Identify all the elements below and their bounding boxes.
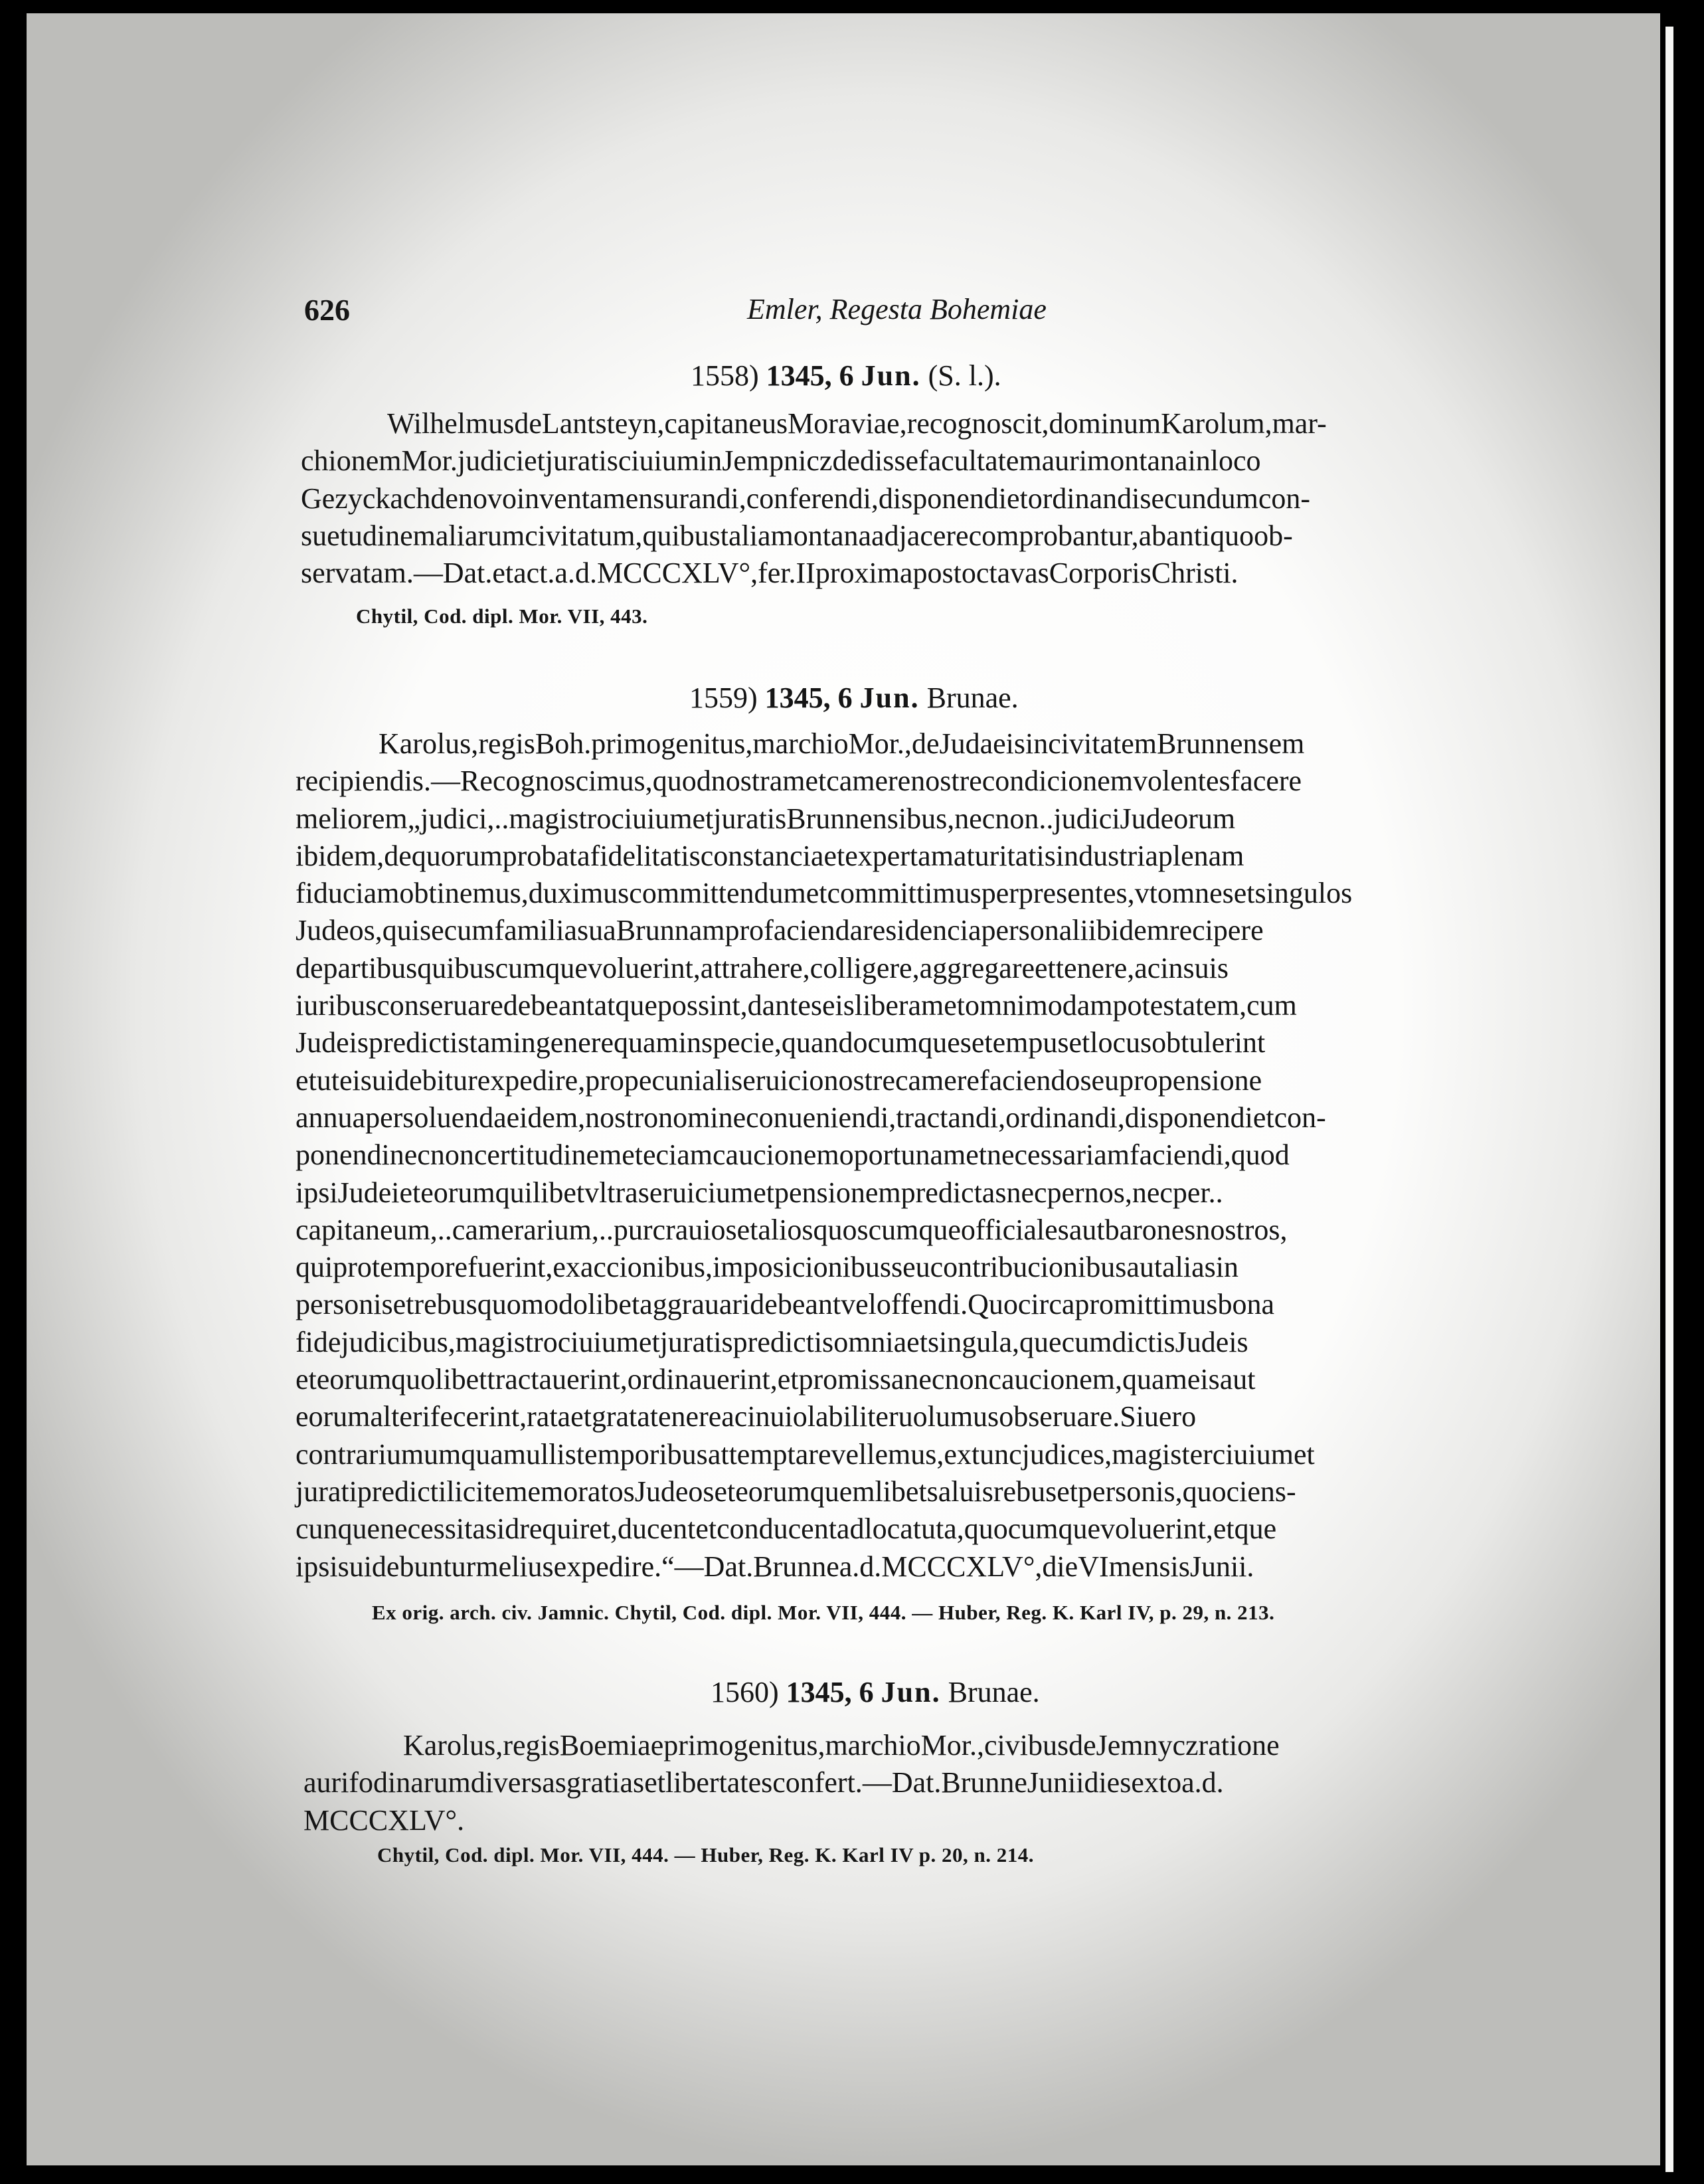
entry-date: 1345, 6: [766, 359, 854, 392]
text-line: Karolus,regisBoh.primogenitus,marchioMor.,deJudaeisincivitatemBrunnensem: [379, 727, 1305, 760]
entry-heading: [689, 681, 1019, 715]
text-line: annuapersoluendaeidem,nostronomineconueniendi,tractandi,ordinandi,disponendietcon-: [296, 1101, 1326, 1134]
entry-text: [303, 1727, 1517, 1839]
running-title-author: Emler: [747, 293, 815, 325]
text-line: capitaneum,..camerarium,..purcrauiosetaliosquoscumqueofficialesautbaronesnostros,: [296, 1213, 1288, 1246]
entry-heading: [711, 1675, 1040, 1709]
source-citation: Chytil, Cod. dipl. Mor. VII, 443.: [356, 604, 648, 628]
text-line: cunquenecessitasidrequiret,ducentetconducentadlocatuta,quocumquevoluerint,etque: [296, 1512, 1277, 1546]
running-title-work: Regesta Bohemiae: [829, 293, 1047, 325]
entry-date: 1345, 6: [764, 682, 853, 714]
text-line: contrariumumquamullistemporibusattemptarevellemus,extuncjudices,magisterciuiumet: [296, 1437, 1315, 1471]
text-line: quiprotemporefuerint,exaccionibus,imposicionibusseucontribucionibusautaliasin: [296, 1251, 1238, 1284]
text-line: recipiendis.—Recognoscimus,quodnostrametcamerenostrecondicionemvolentesfacere: [296, 765, 1302, 798]
text-line: Judeispredictistamingenerequaminspecie,quandocumquesetempusetlocusobtulerint: [296, 1026, 1266, 1059]
entry-text: [301, 405, 1508, 592]
text-line: Gezyckachdenovoinventamensurandi,conferendi,disponendietordinandisecundumcon-: [301, 482, 1310, 515]
entry-date: 1345, 6: [786, 1676, 874, 1708]
running-title: Emler, Regesta Bohemiae: [747, 293, 1047, 325]
entry-place: Brunae.: [926, 682, 1019, 714]
entry-number: 1558): [691, 359, 759, 392]
text-line: departibusquibuscumquevoluerint,attrahere,colligere,aggregareettenere,acinsuis: [296, 951, 1229, 984]
text-line: WilhelmusdeLantsteyn,capitaneusMoraviae,recognoscit,dominumKarolum,mar-: [387, 407, 1327, 440]
book-page: [27, 13, 1660, 2165]
text-line: servatam.—Dat.etact.a.d.MCCCXLV°,fer.IIproximapostoctavasCorporisChristi.: [301, 557, 1238, 590]
text-line: meliorem„judici,..magistrociuiumetjuratisBrunnensibus,necnon..judiciJudeorum: [296, 802, 1236, 835]
text-line: eteorumquolibettractauerint,ordinauerint,etpromissanecnoncaucionem,quameisaut: [296, 1363, 1256, 1396]
page-number: 626: [304, 293, 350, 327]
text-line: iuribusconseruaredebeantatquepossint,danteseisliberametomnimodampotestatem,cum: [296, 989, 1297, 1022]
text-line: ipsisuidebunturmeliusexpedire.“—Dat.Brunnea.d.MCCCXLV°,dieVImensisJunii.: [296, 1550, 1254, 1583]
source-citation: Ex orig. arch. civ. Jamnic. Chytil, Cod. dipl. Mor. VII, 444. — Huber, Reg. K. Karl IV, p. 29, n. 213.: [372, 1601, 1275, 1624]
source-citation: Chytil, Cod. dipl. Mor. VII, 444. — Huber, Reg. K. Karl IV p. 20, n. 214.: [377, 1843, 1035, 1866]
text-line: juratipredictilicitememoratosJudeoseteorumquemlibetsaluisrebusetpersonis,quociens-: [296, 1475, 1296, 1508]
text-line: Karolus,regisBoemiaeprimogenitus,marchioMor.,civibusdeJemnyczratione: [403, 1729, 1280, 1762]
text-line: ponendinecnoncertitudinemeteciamcaucionemoportunametnecessariamfaciendi,quod: [296, 1138, 1290, 1172]
text-line: ibidem,dequorumprobatafidelitatisconstanciaetexpertamaturitatisindustriaplenam: [296, 839, 1244, 872]
entry-text: [296, 725, 1508, 1586]
text-line: Judeos,quisecumfamiliasuaBrunnamprofaciendaresidenciapersonaliibidemrecipere: [296, 914, 1264, 947]
text-line: ipsiJudeieteorumquilibetvltraseruiciumetpensionempredictasnecpernos,necper..: [296, 1176, 1223, 1209]
entry-place: Brunae.: [948, 1676, 1040, 1708]
text-line: personisetrebusquomodolibetaggrauaridebeantveloffendi.Quocircapromittimusbona: [296, 1288, 1275, 1321]
entry-heading: [691, 359, 1001, 393]
entry-number: 1559): [689, 682, 758, 714]
text-line: suetudinemaliarumcivitatum,quibustaliamontanaadjacerecomprobantur,abantiquoob-: [301, 519, 1293, 552]
text-line: eorumalterifecerint,rataetgratatenereacinuiolabiliteruolumusobseruare.Siuero: [296, 1400, 1197, 1433]
scan-edge: [1665, 27, 1673, 2172]
text-line: fidejudicibus,magistrociuiumetjuratispredictisomniaetsingula,quecumdictisJudeis: [296, 1325, 1248, 1358]
entry-month: Jun.: [881, 1676, 941, 1708]
text-line: chionemMor.judicietjuratisciuiuminJempniczdedissefacultatemaurimontanainloco: [301, 444, 1261, 478]
text-line: aurifodinarumdiversasgratiasetlibertatesconfert.—Dat.BrunneJuniidiesextoa.d.: [303, 1766, 1224, 1799]
text-line: etuteisuidebiturexpedire,propecunialiseruicionostrecamerefaciendoseupropensione: [296, 1063, 1262, 1097]
entry-number: 1560): [711, 1676, 779, 1708]
text-line: fiduciamobtinemus,duximuscommittendumetcommittimusperpresentes,vtomnesetsingulos: [296, 877, 1353, 910]
entry-month: Jun.: [861, 359, 921, 392]
text-line: MCCCXLV°.: [303, 1803, 465, 1837]
entry-month: Jun.: [859, 682, 920, 714]
entry-place: (S. l.).: [928, 359, 1001, 392]
